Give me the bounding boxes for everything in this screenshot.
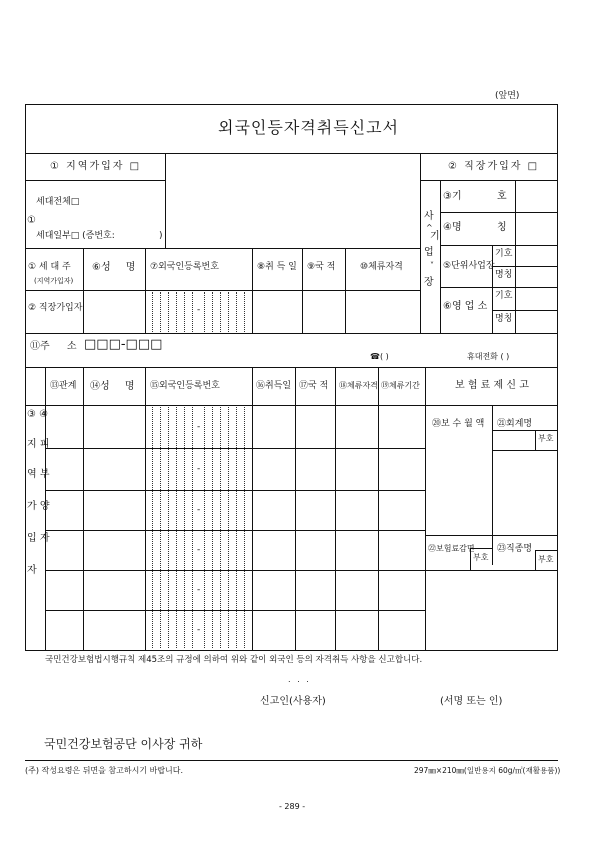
premium-reduction-label: ㉒보험료감면	[428, 544, 475, 553]
code-box-label: 부호	[473, 553, 489, 562]
phone-field[interactable]: ☎( )	[370, 352, 389, 361]
page-side-label: (앞면)	[495, 91, 520, 101]
code-label: 기호	[495, 291, 513, 301]
col-dependent-status: ⑱체류자격	[339, 381, 378, 390]
col-nationality: ⑨국 적	[307, 262, 336, 272]
regno-dash: -	[197, 545, 201, 555]
household-part-checkbox[interactable]: 세대일부□ (증번호:	[36, 231, 115, 241]
unit-workplace-label: ⑤단위사업장	[443, 261, 495, 271]
left-vertical-0: ③ ④	[27, 409, 49, 420]
insurance-report-header: 보 험 료 제 신 고	[455, 380, 529, 391]
workplace-subscriber-checkbox[interactable]: ② 직장가입자 □	[448, 161, 540, 172]
page-number: - 289 -	[279, 802, 306, 811]
business-office-label: ⑥영 업 소	[443, 301, 488, 312]
left-vertical-1: 지 피	[27, 439, 50, 450]
left-vertical-5: 자	[27, 565, 37, 576]
regno-dash: -	[197, 305, 201, 315]
regional-subscriber-checkbox[interactable]: ① 지역가입자 □	[50, 161, 142, 172]
col-acquisition-date: ⑧취 득 일	[257, 262, 297, 272]
postal-code-boxes[interactable]: □□□-□□□	[84, 337, 163, 352]
paper-spec: 297㎜×210㎜(일반용지 60g/㎡(재활용품))	[414, 766, 561, 775]
symbol-label: ③기	[443, 191, 462, 202]
recipient-text: 국민건강보험공단 이사장 귀하	[44, 737, 203, 751]
address-label: ⑪주 소	[30, 341, 77, 352]
declarant-label: 신고인(사용자)	[260, 696, 326, 707]
workplace-vertical-4: 장	[424, 277, 434, 288]
regno-dash: -	[197, 585, 201, 595]
code-box-label: 부호	[538, 434, 554, 443]
footnote-instructions: (주) 작성요령은 뒤면을 참고하시기 바랍니다.	[25, 766, 184, 775]
col-residence-status: ⑩체류자격	[360, 262, 403, 272]
workplace-vertical-2: 기	[430, 231, 440, 242]
col-dependent-nationality: ⑰국 적	[299, 381, 329, 391]
workplace-vertical-1: ^	[426, 223, 433, 232]
regno-dash: -	[197, 422, 201, 432]
monthly-salary-label: ⑳보 수 월 액	[432, 419, 485, 429]
title-label: 명칭	[495, 270, 513, 280]
col-dependent-period: ⑲체류기간	[381, 381, 420, 390]
regional-subscriber-note: (지역가입자)	[34, 277, 74, 285]
household-number-mark: ①	[27, 215, 36, 226]
workplace-vertical-3: 업	[424, 247, 434, 258]
household-whole-checkbox[interactable]: 세대전체□	[36, 197, 80, 207]
mobile-field[interactable]: 휴대전화 ( )	[467, 352, 510, 361]
date-field[interactable]: . . .	[288, 675, 311, 684]
col-relationship: ⑬관계	[50, 381, 77, 391]
left-vertical-3: 가 양	[27, 501, 50, 512]
left-vertical-2: 역 부	[27, 469, 50, 480]
name-label: ④명	[443, 222, 462, 233]
regno-dash: -	[197, 505, 201, 515]
workplace-vertical-5: ˅	[430, 261, 434, 270]
signature-field[interactable]: (서명 또는 인)	[440, 696, 503, 707]
col-dependent-reg-number: ⑮외국인등록번호	[150, 381, 220, 391]
code-box-label: 부호	[538, 555, 554, 564]
household-part-close: )	[159, 231, 163, 241]
regno-dash: -	[197, 464, 201, 474]
title-label: 명칭	[495, 314, 513, 324]
declaration-text: 국민건강보험법시행규칙 제45조의 규정에 의하여 위와 같이 외국인 등의 자격취득 사항을 신고합니다.	[45, 655, 423, 665]
left-vertical-4: 입 자	[27, 533, 50, 544]
col-name: ⑥성 명	[92, 262, 136, 273]
name-suffix: 칭	[497, 222, 507, 233]
code-label: 기호	[495, 249, 513, 259]
job-type-label: ㉓직종명	[497, 544, 533, 554]
form-title: 외국인등자격취득신고서	[218, 118, 400, 137]
workplace-vertical-0: 사	[424, 211, 434, 222]
col-reg-number: ⑦외국인등록번호	[150, 262, 219, 272]
workplace-subscriber-label: ② 직장가입자	[28, 303, 83, 313]
household-head-label: ① 세 대 주	[28, 262, 71, 272]
symbol-suffix: 호	[497, 191, 507, 202]
regno-dash: -	[197, 625, 201, 635]
col-dependent-name: ⑭성 명	[90, 381, 135, 392]
accounting-name-label: ㉑회계명	[497, 419, 533, 429]
col-dependent-acquisition: ⑯취득일	[256, 381, 292, 391]
